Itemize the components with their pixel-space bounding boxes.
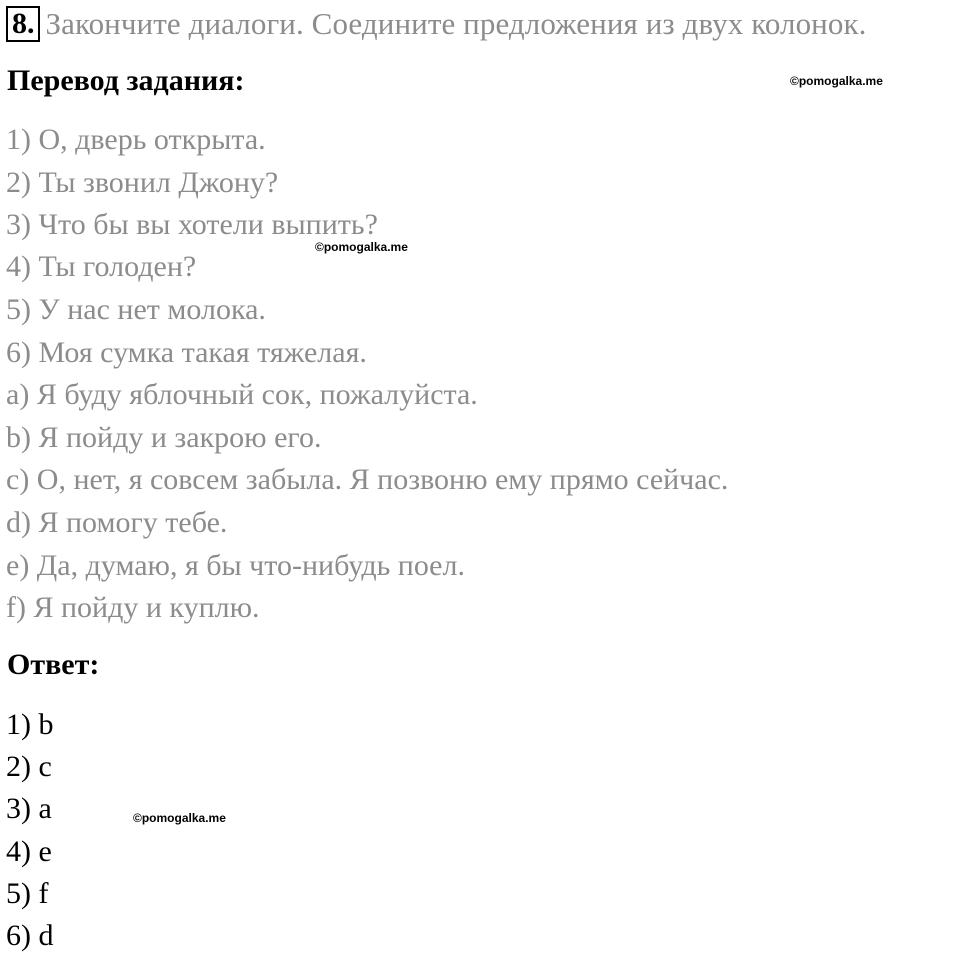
task-instruction: Закончите диалоги. Соедините предложения из двух колонок.	[45, 6, 867, 41]
translation-line: 2) Ты звонил Джону?	[6, 166, 279, 199]
translation-line: 5) У нас нет молока.	[6, 293, 266, 326]
answer-line: 6) d	[6, 919, 54, 952]
translation-title: Перевод задания:	[7, 64, 245, 97]
translation-line: d) Я помогу тебе.	[6, 506, 228, 539]
watermark: ©pomogalka.me	[315, 240, 408, 254]
answer-line: 4) e	[6, 835, 52, 868]
translation-line: c) О, нет, я совсем забыла. Я позвоню ему прямо сейчас.	[6, 463, 729, 496]
translation-line: 3) Что бы вы хотели выпить?	[6, 208, 378, 241]
translation-line: e) Да, думаю, я бы что-нибудь поел.	[6, 549, 465, 582]
translation-line: 1) О, дверь открыта.	[6, 123, 266, 156]
translation-line: 6) Моя сумка такая тяжелая.	[6, 336, 367, 369]
answer-line: 1) b	[6, 708, 54, 741]
translation-line: a) Я буду яблочный сок, пожалуйста.	[6, 378, 478, 411]
task-header	[6, 4, 866, 44]
answer-line: 5) f	[6, 877, 49, 910]
answer-line: 3) a	[6, 792, 52, 825]
watermark: ©pomogalka.me	[790, 74, 883, 88]
answer-line: 2) c	[6, 750, 52, 783]
translation-line: b) Я пойду и закрою его.	[6, 421, 322, 454]
task-number: 8.	[6, 6, 40, 42]
answer-title: Ответ:	[7, 648, 100, 681]
translation-line: f) Я пойду и куплю.	[6, 591, 260, 624]
translation-line: 4) Ты голоден?	[6, 250, 197, 283]
watermark: ©pomogalka.me	[133, 811, 226, 825]
